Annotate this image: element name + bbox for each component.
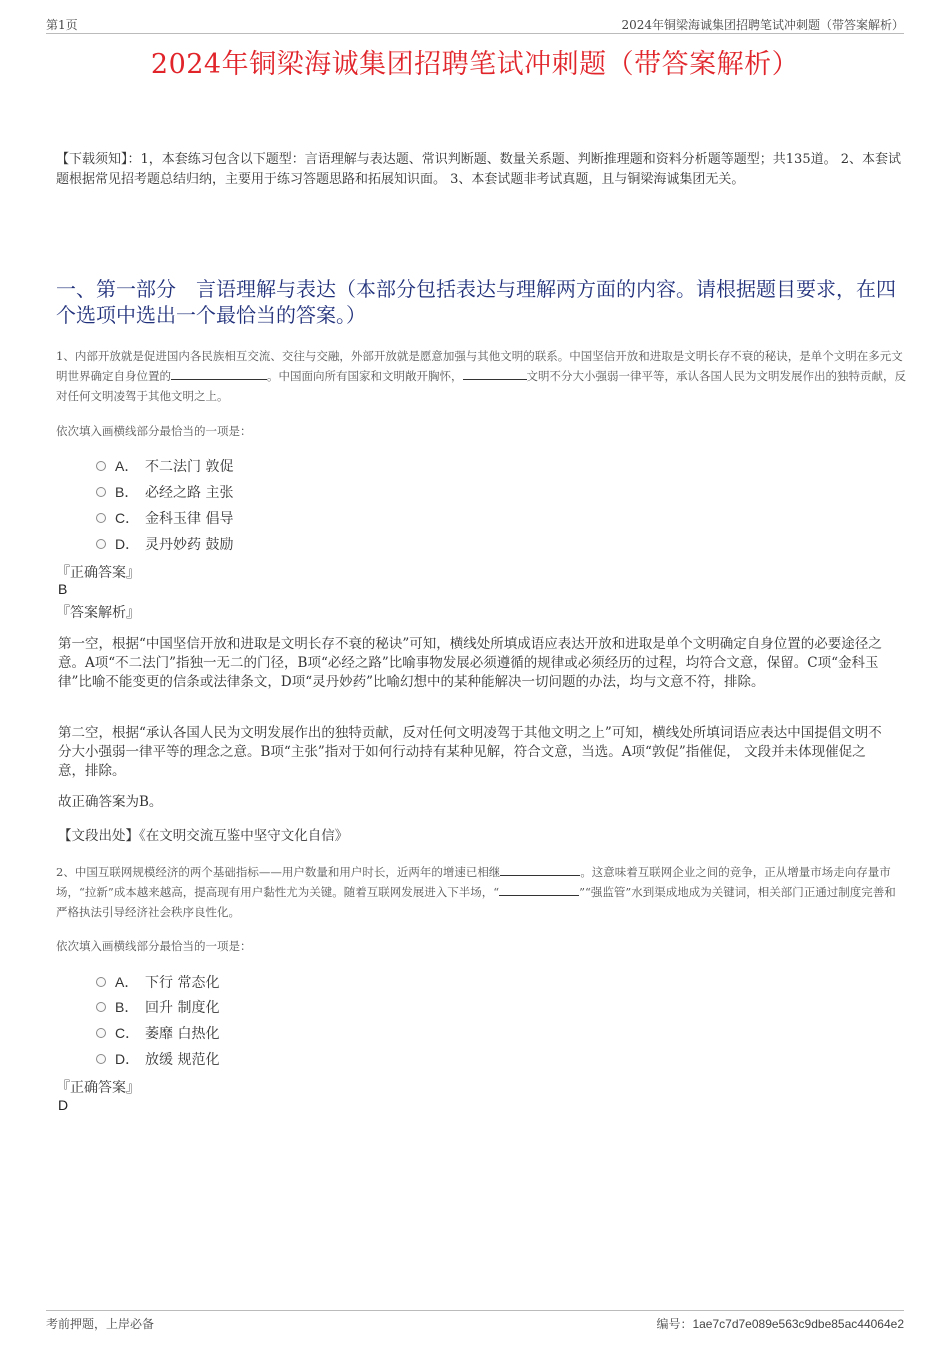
footer-code: 编号：1ae7c7d7e089e563c9dbe85ac44064e2: [656, 1317, 904, 1331]
question-1-analysis-1: 第一空，根据“中国坚信开放和进取是文明长存不衰的秘诀”可知，横线处所填成语应表达开放和进取是单个文明确定自身位置的必要途径之意。A项“不二法门”指独一无二的门径，B项“必经之路”比喻事物发展必须遵循的规律或必须经历的过程，均符合文意，保留。C项“金科玉律”比喻不能变更的信条或法律条文，D项“灵丹妙药”比喻幻想中的某种能解决一切问题的办法，均与文意不符，排除。: [58, 636, 882, 690]
radio-icon[interactable]: [96, 461, 106, 471]
blank-1: [171, 366, 267, 380]
question-2-option-a[interactable]: A． 下行 常态化: [96, 972, 219, 992]
question-2-option-d[interactable]: D． 放缓 规范化: [96, 1049, 219, 1069]
question-1-option-c[interactable]: C． 金科玉律 倡导: [96, 508, 233, 528]
question-1-answer-label: 『正确答案』: [56, 565, 140, 581]
question-2-prompt: 依次填入画横线部分最恰当的一项是：: [56, 939, 252, 953]
radio-icon[interactable]: [96, 1002, 106, 1012]
question-1-text: 1、内部开放就是促进国内各民族相互交流、交往与交融，外部开放就是愿意加强与其他文明的联系。中国坚信开放和进取是文明长存不衰的秘诀，是单个文明在多元文明世界确定自身位置的 。中国面向所有国家和文明敞开胸怀， 文明不分大小强弱一律平等，承认各国人民为文明发展作出的独特贡献，反对任何文明凌驾于其他文明之上。: [56, 349, 906, 403]
question-2-text: 2、中国互联网规模经济的两个基础指标——用户数量和用户时长，近两年的增速已相继 。这意味着互联网企业之间的竞争，正从增量市场走向存量市场，“拉新”成本越来越高，提高现有用户黏性尤为关键。随着互联网发展进入下半场，“ ”“强监管”水到渠成地成为关键词，相关部门正通过制度完善和严格执法引导经济社会秩序良性化。: [56, 862, 906, 922]
section-heading: 一、第一部分 言语理解与表达（本部分包括表达与理解两方面的内容。请根据题目要求，在四个选项中选出一个最恰当的答案。）: [56, 277, 896, 327]
radio-icon[interactable]: [96, 1028, 106, 1038]
question-1-analysis-label: 『答案解析』: [56, 605, 140, 621]
radio-icon[interactable]: [96, 513, 106, 523]
question-1-prompt: 依次填入画横线部分最恰当的一项是：: [56, 424, 252, 438]
radio-icon[interactable]: [96, 1054, 106, 1064]
radio-icon[interactable]: [96, 977, 106, 987]
footer-slogan: 考前押题，上岸必备: [46, 1317, 155, 1331]
blank-2: [463, 366, 527, 380]
question-1-option-d[interactable]: D． 灵丹妙药 鼓励: [96, 534, 233, 554]
radio-icon[interactable]: [96, 539, 106, 549]
radio-icon[interactable]: [96, 487, 106, 497]
question-2-answer-label: 『正确答案』: [56, 1080, 140, 1096]
page-header: [46, 14, 904, 34]
question-2-option-b[interactable]: B． 回升 制度化: [96, 997, 219, 1017]
document-title: 2024年铜梁海诚集团招聘笔试冲刺题（带答案解析）: [150, 49, 800, 80]
question-1-conclusion: 故正确答案为B。: [58, 794, 163, 810]
question-2-option-c[interactable]: C． 萎靡 白热化: [96, 1023, 219, 1043]
download-notice: 【下载须知】：1，本套练习包含以下题型：言语理解与表达题、常识判断题、数量关系题、判断推理题和资料分析题等题型；共135道。 2、本套试题根据常见招考题总结归纳，主要用于练习答题思路和拓展知识面。 3、本套试题非考试真题，且与铜梁海诚集团无关。: [56, 152, 901, 187]
question-1-option-a[interactable]: A． 不二法门 敦促: [96, 456, 233, 476]
header-doc-title: 2024年铜梁海诚集团招聘笔试冲刺题（带答案解析）: [621, 18, 904, 32]
question-2-answer: D: [58, 1097, 69, 1113]
question-1-analysis-2: 第二空，根据“承认各国人民为文明发展作出的独特贡献，反对任何文明凌驾于其他文明之上”可知，横线处所填词语应表达中国提倡文明不分大小强弱一律平等的理念之意。B项“主张”指对于如何行动持有某种见解，符合文意，当选。A项“敦促”指催促， 文段并未体现催促之意，排除。: [58, 725, 882, 779]
blank-4: [499, 882, 579, 896]
question-1-source: 【文段出处】《在文明交流互鉴中坚守文化自信》: [58, 828, 349, 844]
page-number: 第1页: [46, 18, 78, 32]
blank-3: [500, 862, 580, 876]
question-1-option-b[interactable]: B． 必经之路 主张: [96, 482, 233, 502]
question-1-answer: B: [58, 581, 68, 597]
page-footer: [46, 1310, 904, 1330]
